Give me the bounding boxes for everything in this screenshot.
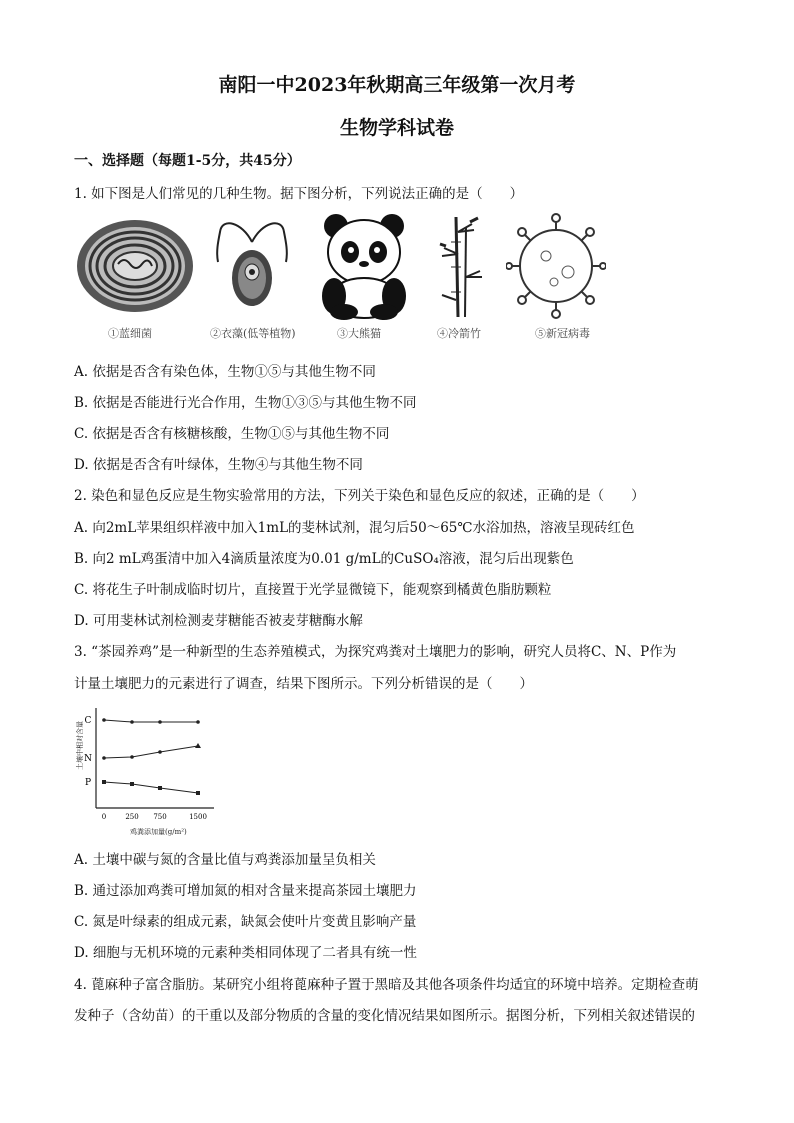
data-point-N bbox=[130, 755, 134, 759]
exam-subtitle: 生物学科试卷 bbox=[339, 117, 454, 139]
series-label-C: C bbox=[84, 716, 92, 726]
x-tick-label: 0 bbox=[101, 813, 107, 821]
data-point-C bbox=[158, 720, 162, 724]
y-axis-label: 土壤中相对含量 bbox=[76, 721, 84, 770]
q3-option-a: A. 土壤中碳与氮的含量比值与鸡粪添加量呈负相关 bbox=[74, 852, 376, 868]
x-tick-label: 750 bbox=[153, 813, 167, 821]
x-axis-label: 鸡粪添加量(g/m²) bbox=[130, 828, 187, 836]
chlamydomonas-image bbox=[212, 212, 292, 324]
coronavirus-image bbox=[506, 212, 606, 324]
series-line-P bbox=[104, 782, 198, 793]
q4-stem-line1: 4. 蓖麻种子富含脂肪。某研究小组将蓖麻种子置于黑暗及其他各项条件均适宜的环境中培养。定期检查萌 bbox=[74, 977, 699, 993]
q2-option-b: B. 向2 mL鸡蛋清中加入4滴质量浓度为0.01 g/mL的CuSO₄溶液，混匀后出现紫色 bbox=[74, 551, 574, 567]
q1-stem: 1. 如下图是人们常见的几种生物。据下图分析，下列说法正确的是（ ） bbox=[74, 186, 524, 202]
caption-4: ④冷箭竹 bbox=[437, 327, 481, 340]
q3-option-b: B. 通过添加鸡粪可增加氮的相对含量来提高茶园土壤肥力 bbox=[74, 883, 417, 899]
q3-option-c: C. 氮是叶绿素的组成元素，缺氮会使叶片变黄且影响产量 bbox=[74, 914, 417, 930]
series-line-C bbox=[104, 720, 198, 722]
q3-stem-line2: 计量土壤肥力的元素进行了调查，结果下图所示。下列分析错误的是（ ） bbox=[74, 676, 533, 692]
q2-stem: 2. 染色和显色反应是生物实验常用的方法，下列关于染色和显色反应的叙述，正确的是（ ） bbox=[74, 488, 645, 504]
series-label-P: P bbox=[84, 778, 92, 788]
q1-option-a: A. 依据是否含有染色体，生物①⑤与其他生物不同 bbox=[74, 364, 376, 380]
series-label-N: N bbox=[84, 754, 92, 764]
data-point-C bbox=[102, 718, 106, 722]
data-point-P bbox=[102, 780, 106, 784]
series-line-N bbox=[104, 746, 198, 758]
data-point-C bbox=[196, 720, 200, 724]
q3-stem-line1: 3. “茶园养鸡”是一种新型的生态养殖模式，为探究鸡粪对土壤肥力的影响，研究人员将C、N、P作为 bbox=[74, 644, 677, 660]
q4-stem-line2: 发种子（含幼苗）的干重以及部分物质的含量的变化情况结果如图所示。据图分析，下列相关叙述错误的 bbox=[74, 1008, 695, 1024]
data-point-N bbox=[102, 756, 106, 760]
data-point-N bbox=[158, 750, 162, 754]
q2-option-c: C. 将花生子叶制成临时切片，直接置于光学显微镜下，能观察到橘黄色脂肪颗粒 bbox=[74, 582, 552, 598]
exam-title: 南阳一中2023年秋期高三年级第一次月考 bbox=[218, 74, 576, 96]
caption-5: ⑤新冠病毒 bbox=[535, 327, 590, 340]
q2-option-a: A. 向2mL苹果组织样液中加入1mL的斐林试剂，混匀后50～65℃水浴加热，溶液呈现砖红色 bbox=[74, 520, 635, 536]
x-tick-label: 250 bbox=[125, 813, 139, 821]
data-point-P bbox=[158, 786, 162, 790]
x-tick-label: 1500 bbox=[189, 813, 207, 821]
data-point-P bbox=[130, 782, 134, 786]
q1-option-d: D. 依据是否含有叶绿体，生物④与其他生物不同 bbox=[74, 457, 363, 473]
caption-2: ②衣藻(低等植物) bbox=[210, 327, 296, 340]
data-point-N bbox=[195, 743, 201, 748]
q2-option-d: D. 可用斐林试剂检测麦芽糖能否被麦芽糖酶水解 bbox=[74, 613, 363, 629]
caption-1: ①蓝细菌 bbox=[108, 327, 152, 340]
data-point-C bbox=[130, 720, 134, 724]
q1-option-c: C. 依据是否含有核糖核酸，生物①⑤与其他生物不同 bbox=[74, 426, 390, 442]
q3-chart bbox=[74, 700, 234, 838]
q1-figure bbox=[74, 212, 614, 347]
q3-option-d: D. 细胞与无机环境的元素种类相同体现了二者具有统一性 bbox=[74, 945, 417, 961]
panda-image bbox=[318, 212, 410, 324]
caption-3: ③大熊猫 bbox=[337, 327, 381, 340]
section-heading: 一、选择题（每题1-5分，共45分） bbox=[74, 153, 301, 169]
cyanobacteria-image bbox=[74, 212, 196, 324]
q1-option-b: B. 依据是否能进行光合作用，生物①③⑤与其他生物不同 bbox=[74, 395, 417, 411]
data-point-P bbox=[196, 791, 200, 795]
bamboo-image bbox=[436, 212, 486, 324]
